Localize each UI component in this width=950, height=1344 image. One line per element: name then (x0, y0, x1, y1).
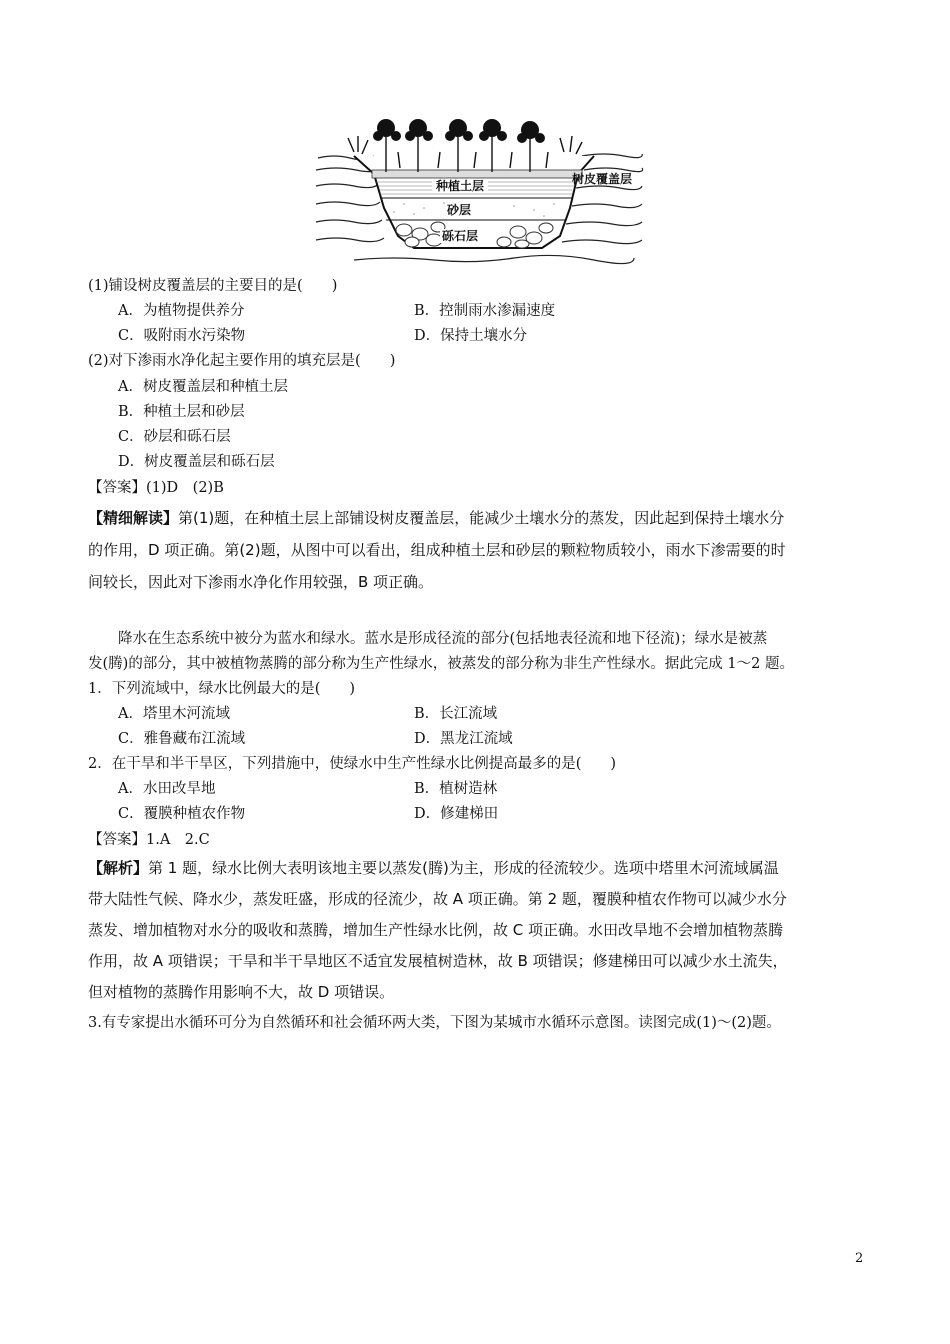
bark-layer (372, 170, 582, 178)
q1-sub1-option-c: C．吸附雨水污染物 (118, 328, 246, 344)
q2-stem-1: 1．下列流域中，绿水比例最大的是( ) (88, 681, 356, 697)
q1-sub1-option-b: B．控制雨水渗漏速度 (414, 303, 556, 319)
q1-answer: 【答案】(1)D (2)B (88, 480, 224, 496)
q1-sub2-option-d: D．树皮覆盖层和砾石层 (118, 454, 275, 470)
label-bark: 树皮覆盖层 (572, 172, 633, 186)
q1-sub2-option-b: B．种植土层和砂层 (118, 404, 245, 420)
q2-2-option-c: C．覆膜种植农作物 (118, 806, 246, 822)
q1-sub1-stem: (1)铺设树皮覆盖层的主要目的是( ) (88, 278, 338, 294)
q3-stem: 3.有专家提出水循环可分为自然循环和社会循环两大类，下图为某城市水循环示意图。读图完成(1)～(2)题。 (88, 1015, 781, 1031)
q1-sub2-option-a: A．树皮覆盖层和种植土层 (118, 379, 288, 395)
label-gravel: 砾石层 (442, 229, 479, 243)
q1-sub1-option-d: D．保持土壤水分 (414, 328, 528, 344)
q2-explanation-heading: 【解析】 (88, 859, 149, 877)
q1-explanation-line-1: 【精细解读】第(1)题，在种植土层上部铺设树皮覆盖层，能减少土壤水分的蒸发，因此起到保持土壤水分 (88, 509, 785, 527)
label-sand: 砂层 (447, 203, 472, 217)
q2-2-option-a: A．水田改旱地 (118, 781, 216, 797)
q2-2-option-d: D．修建梯田 (414, 806, 499, 822)
q2-1-option-d: D．黑龙江流域 (414, 731, 513, 747)
q2-answer: 【答案】1.A 2.C (88, 832, 210, 848)
q2-stem-2: 2．在干旱和半干旱区，下列措施中，使绿水中生产性绿水比例提高最多的是( ) (88, 756, 617, 772)
plants (373, 119, 545, 143)
passage-line-1: 降水在生态系统中被分为蓝水和绿水。蓝水是形成径流的部分(包括地表径流和地下径流)；绿水是被蒸 (118, 631, 768, 647)
q1-sub1-option-a: A．为植物提供养分 (118, 303, 245, 319)
page-number: 2 (855, 1251, 864, 1266)
passage-line-2: 发(腾)的部分，其中被植物蒸腾的部分称为生产性绿水，被蒸发的部分称为非生产性绿水。据此完成 1～2 题。 (88, 656, 794, 672)
q2-explanation-line-2: 带大陆性气候、降水少，蒸发旺盛，形成的径流少，故 A 项正确。第 2 题，覆膜种植农作物可以减少水分 (88, 890, 787, 908)
q2-1-option-b: B．长江流域 (414, 706, 498, 722)
q2-explanation-line-3: 蒸发、增加植物对水分的吸收和蒸腾，增加生产性绿水比例，故 C 项正确。水田改旱地不会增加植物蒸腾 (88, 921, 784, 939)
q2-explanation-line-4: 作用，故 A 项错误；干旱和半干旱地区不适宜发展植树造林，故 B 项错误；修建梯田可以减少水土流失， (88, 952, 788, 970)
q1-explanation-heading: 【精细解读】 (88, 509, 179, 527)
q1-explanation-line-2: 的作用，D 项正确。第(2)题，从图中可以看出，组成种植土层和砂层的颗粒物质较小，雨水下渗需要的时 (88, 541, 786, 559)
q1-sub2-stem: (2)对下渗雨水净化起主要作用的填充层是( ) (88, 353, 396, 369)
rain-garden-diagram (314, 108, 644, 268)
label-soil: 种植土层 (436, 179, 485, 193)
q2-2-option-b: B．植树造林 (414, 781, 498, 797)
q2-1-option-c: C．雅鲁藏布江流域 (118, 731, 246, 747)
q1-sub2-option-c: C．砂层和砾石层 (118, 429, 231, 445)
q2-explanation-line-5: 但对植物的蒸腾作用影响不大，故 D 项错误。 (88, 983, 395, 1001)
q2-explanation-line-1: 【解析】第 1 题，绿水比例大表明该地主要以蒸发(腾)为主，形成的径流较少。选项中塔里木河流域属温 (88, 859, 779, 877)
q2-1-option-a: A．塔里木河流域 (118, 706, 230, 722)
q1-explanation-line-3: 间较长，因此对下渗雨水净化作用较强，B 项正确。 (88, 573, 434, 591)
